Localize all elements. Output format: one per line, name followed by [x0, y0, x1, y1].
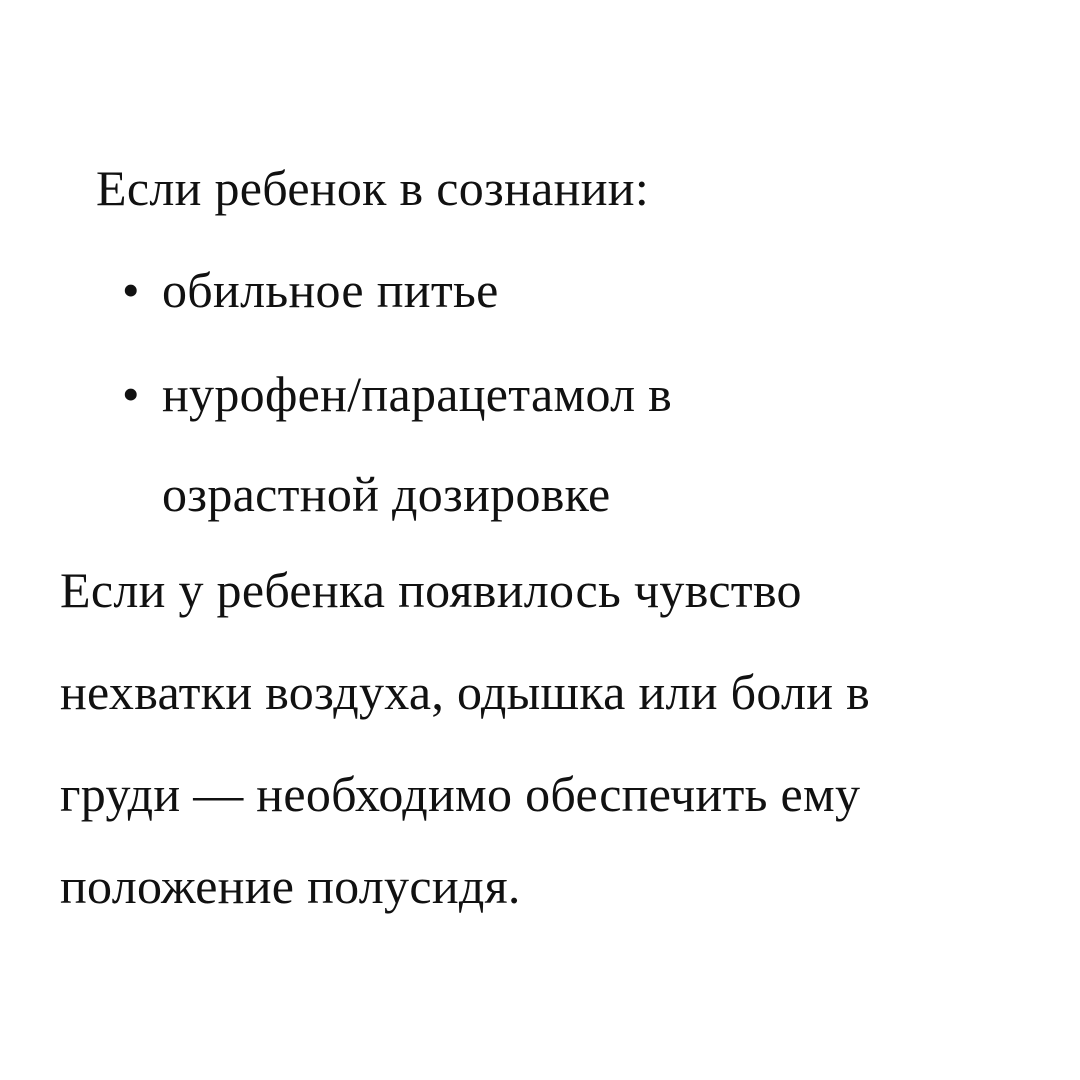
list-item-drinking — [122, 260, 499, 320]
bullet-icon: • — [122, 366, 140, 422]
list-item-text: нурофен/парацетамол в — [162, 366, 673, 422]
breathing-paragraph-line: нехватки воздуха, одышка или боли в — [60, 664, 871, 720]
bullet-icon: • — [122, 262, 140, 318]
list-item-text-continuation: озрастной дозировке — [162, 466, 611, 522]
breathing-paragraph-line: положение полусидя. — [60, 858, 521, 914]
conscious-heading: Если ребенок в сознании: — [96, 160, 650, 216]
list-item-medication — [122, 364, 672, 424]
breathing-paragraph-line: Если у ребенка появилось чувство — [60, 562, 802, 618]
breathing-paragraph-line: груди — необходимо обеспечить ему — [60, 766, 861, 822]
list-item-text: обильное питье — [162, 262, 499, 318]
